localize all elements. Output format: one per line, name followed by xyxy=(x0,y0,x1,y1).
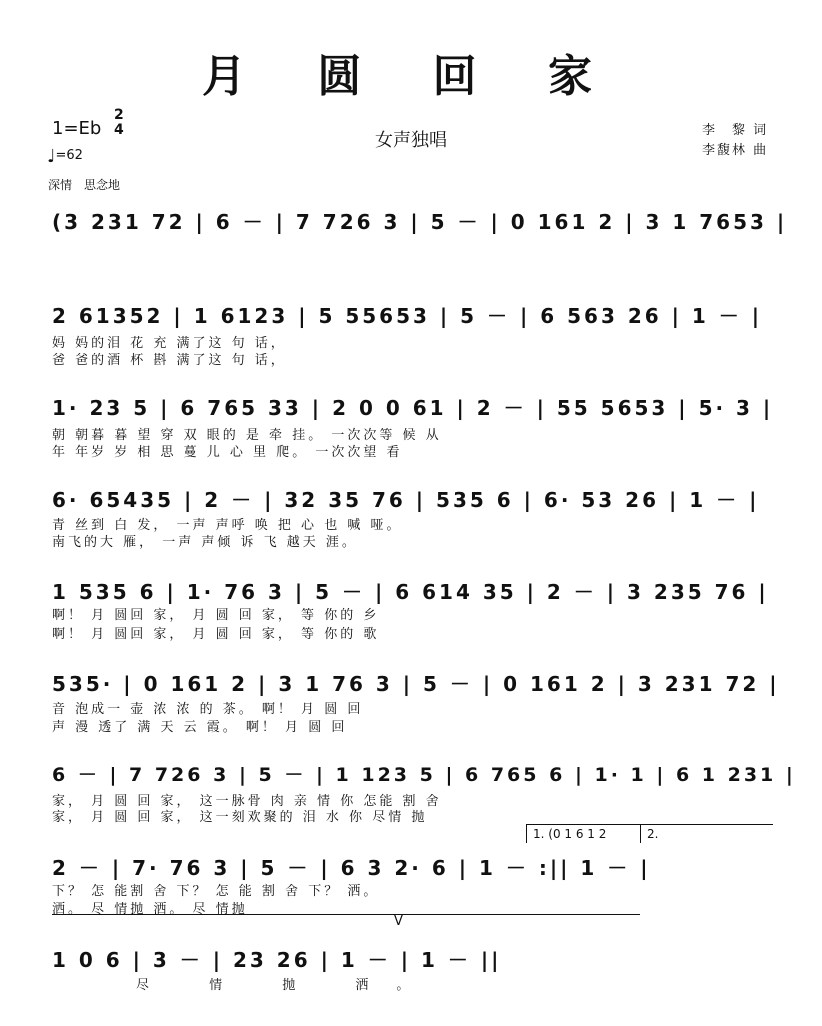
volta-bracket-1: 1. (0 1 6 1 2 xyxy=(526,824,641,843)
staff-line-2-lyrics-2: 爸 爸的酒 杯 斟 满了这 句 话， xyxy=(52,353,287,368)
staff-line-5-lyrics-2: 啊！ 月 圆回 家， 月 圆 回 家， 等 你的 歌 xyxy=(52,627,380,642)
staff-line-9-music: 1 0 6 | 3 － | 23 26 | 1 － | 1 － || xyxy=(52,948,502,972)
staff-line-6-lyrics-2: 声 漫 透了 满 天 云 霞。 啊！ 月 圆 回 xyxy=(52,720,348,735)
staff-line-4-lyrics-2: 南飞的大 雁， 一声 声倾 诉 飞 越天 涯。 xyxy=(52,535,358,550)
staff-line-5-music: 1 535 6 | 1· 76 3 | 5 － | 6 614 35 | 2 － | 3 235 76 | xyxy=(52,580,769,604)
staff-line-7-lyrics-1: 家， 月 圆 回 家， 这一脉骨 肉 亲 情 你 怎能 割 舍 xyxy=(52,794,442,809)
time-signature-bottom: 4 xyxy=(114,122,124,138)
staff-line-9-lyrics: 尽 情 抛 洒。 xyxy=(136,978,438,993)
composer-credit: 李馥林 曲 xyxy=(702,143,769,158)
staff-line-8-lyrics-2: 洒。 尽 情抛 洒。 尽 情抛 xyxy=(52,902,248,917)
staff-line-6-lyrics-1: 音 泡成一 壶 浓 浓 的 茶。 啊！ 月 圆 回 xyxy=(52,702,364,717)
phrase-slur-line xyxy=(52,914,640,915)
staff-line-6-music: 535· | 0 161 2 | 3 1 76 3 | 5 － | 0 161 2 | 3 231 72 | xyxy=(52,672,780,696)
staff-line-3-music: 1· 23 5 | 6 765 33 | 2 0 0 61 | 2 － | 55 5653 | 5· 3 | xyxy=(52,396,774,420)
staff-line-7-lyrics-2: 家， 月 圆 回 家， 这一刻欢聚的 泪 水 你 尽情 抛 xyxy=(52,810,428,825)
song-title: 月 圆 回 家 xyxy=(202,51,620,102)
staff-line-1-music: (3 231 72 | 6 － | 7 726 3 | 5 － | 0 161 2 | 3 1 7653 | xyxy=(52,210,788,234)
staff-line-3-lyrics-1: 朝 朝暮 暮 望 穿 双 眼的 是 牵 挂。 一次次等 候 从 xyxy=(52,428,442,443)
tempo-value: =62 xyxy=(55,148,83,163)
staff-line-8-music: 2 － | 7· 76 3 | 5 － | 6 3 2· 6 | 1 － :|| 1 － | xyxy=(52,856,651,880)
quarter-note-icon: ♩ xyxy=(47,146,56,167)
staff-line-4-music: 6· 65435 | 2 － | 32 35 76 | 535 6 | 6· 53 26 | 1 － | xyxy=(52,488,760,512)
volta-bracket-2: 2. xyxy=(640,824,773,843)
staff-line-2-lyrics-1: 妈 妈的泪 花 充 满了这 句 话， xyxy=(52,336,287,351)
expression-marking: 深情 思念地 xyxy=(48,178,121,192)
staff-line-5-lyrics-1: 啊！ 月 圆回 家， 月 圆 回 家， 等 你的 乡 xyxy=(52,608,380,623)
key-signature: 1=Eb xyxy=(52,118,102,139)
subtitle: 女声独唱 xyxy=(375,130,447,151)
breath-mark: V xyxy=(394,914,403,929)
staff-line-4-lyrics-1: 青 丝到 白 发， 一声 声呼 唤 把 心 也 喊 哑。 xyxy=(52,518,403,533)
lyricist-credit: 李 黎 词 xyxy=(702,123,769,138)
staff-line-3-lyrics-2: 年 年岁 岁 相 思 蔓 儿 心 里 爬。 一次次望 看 xyxy=(52,445,403,460)
staff-line-2-music: 2 61352 | 1 6123 | 5 55653 | 5 － | 6 563 26 | 1 － | xyxy=(52,304,763,328)
staff-line-7-music: 6 － | 7 726 3 | 5 － | 1 123 5 | 6 765 6 | 1· 1 | 6 1 231 | xyxy=(52,764,796,786)
time-signature-top: 2 xyxy=(114,107,124,123)
staff-line-8-lyrics-1: 下？ 怎 能割 舍 下？ 怎 能 割 舍 下？ 洒。 xyxy=(52,884,380,899)
